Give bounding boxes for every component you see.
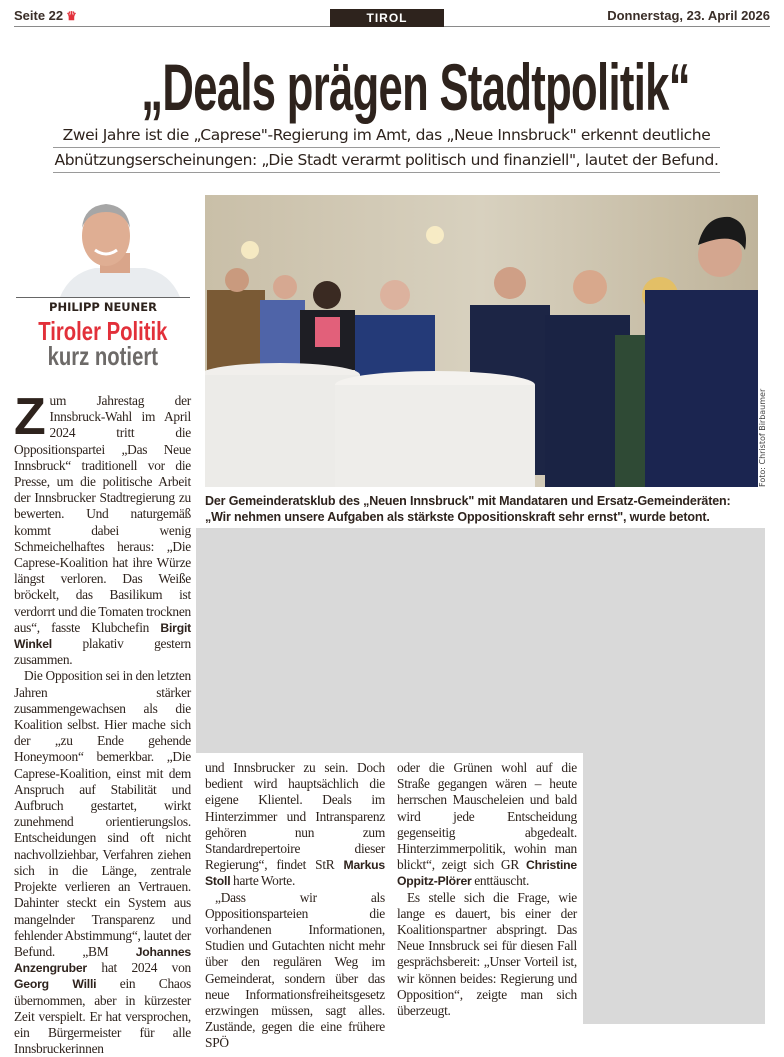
person-name: Markus Stoll [205, 858, 385, 889]
person-name: Christine Oppitz-Plörer [397, 858, 577, 889]
crown-icon: ♛ [66, 9, 77, 23]
article-column-3: oder die Grünen wohl auf die Straße gegangen wären – heute herrschen Mauscheleien und bald wird jede Entscheidung gegenseitig abgedealt. Hinterzimmerpolitik, wohin man blickt“, zeigt sich GR Christine Oppitz-Plörer enttäuscht. Es stelle sich die Frage, wie lange es dauert, bis einer der Koalitionspartner abspringt. Das Neue Innsbruck sei für diesen Fall gesprächsbereit: „Unser Vorteil ist, wir können beides: Regierung und Opposition“, zeigte man sich überzeugt. [397, 760, 577, 1019]
author-divider [16, 297, 190, 298]
issue-date: Donnerstag, 23. April 2026 [607, 8, 770, 23]
drop-cap: Z [14, 388, 46, 446]
page-number: Seite 22 ♛ [14, 8, 77, 23]
person-name: Georg Willi [14, 977, 97, 992]
photo-credit: Foto: Christof Birbaumer [758, 388, 767, 487]
person-name: Birgit Winkel [14, 620, 191, 652]
person-name: Johannes Anzengruber [14, 944, 191, 976]
section-label: TIROL [330, 9, 444, 27]
headline: „Deals prägen Stadtpolitik“ [141, 50, 690, 124]
author-name: PHILIPP NEUNER [49, 300, 157, 314]
article-column-1: Zum Jahrestag der Innsbruck-Wahl im April 2024 tritt die Oppositionspartei „Das Neue Innsbruck“ traditionell vor die Presse, um die politische Arbeit der Innsbrucker Stadtregierung zu bewerten. Und naturgemäß kommt dabei wenig Schmeichelhaftes heraus: „Die Caprese-Koalition hat ihre Würze längst verloren. Das Weiße bröckelt, das Basilikum ist verdorrt und die Tomaten trocknen aus“, fasste Klubchefin Birgit Winkel plakativ gestern zusammen. Die Opposition sei in den letzten Jahren stärker zusammengewachsen als die Koalition selbst. Hier mache sich der „zu Ende gehende Honeymoon“ bemerkbar. „Die Caprese-Koalition, einst mit dem Anspruch auf Stabilität und Aufbruch gestartet, wirkt zunehmend orientierungslos. Entscheidungen sind oft nicht nachvollziehbar, Verfahren ziehen sich in die Länge, zentrale Projekte verlieren an Vertrauen. Dahinter steckt ein System aus mangelnder Transparenz und fehlender Abstimmung“, lautet der Befund. „BM Johannes Anzengruber hat 2024 von Georg Willi ein Chaos übernommen, aber in kürzester Zeit verspielt. Er hat versprochen, ein Bürgermeister für alle Innsbruckerinnen [14, 388, 191, 1057]
article-column-2: und Innsbrucker zu sein. Doch bedient wird hauptsächlich die eigene Klientel. Deals im Hinterzimmer und Intransparenz gehören nun zum Standardrepertoire dieser Regierung“, findet StR Markus Stoll harte Worte. „Dass wir als Oppositionsparteien die vorhandenen Informationen, Studien und Gutachten nicht mehr über den regulären Weg im Gemeinderat, sondern über das neue Informationsfreiheitsgesetz erzwingen müssen, sagt alles. Zustände, gegen die eine frühere SPÖ [205, 760, 385, 1051]
subheadline-line-2: Abnützungserscheinungen: „Die Stadt verarmt politisch und finanziell", lautet der Befund. [53, 149, 720, 173]
column-subtitle: kurz notiert [47, 341, 159, 371]
column-title: Tiroler Politik [38, 316, 168, 346]
article-photo [205, 195, 758, 487]
photo-caption: Der Gemeinderatsklub des „Neuen Innsbruck" mit Mandataren und Ersatz-Gemeinderäten: „Wir nehmen unsere Aufgaben als stärkste Oppositionskraft sehr ernst", wurde betont. [205, 494, 731, 524]
author-portrait [50, 198, 190, 297]
subheadline-line-1: Zwei Jahre ist die „Caprese"-Regierung im Amt, das „Neue Innsbruck" erkennt deutliche [53, 124, 720, 148]
ad-placeholder-side [583, 752, 765, 1024]
ad-placeholder [196, 528, 765, 753]
